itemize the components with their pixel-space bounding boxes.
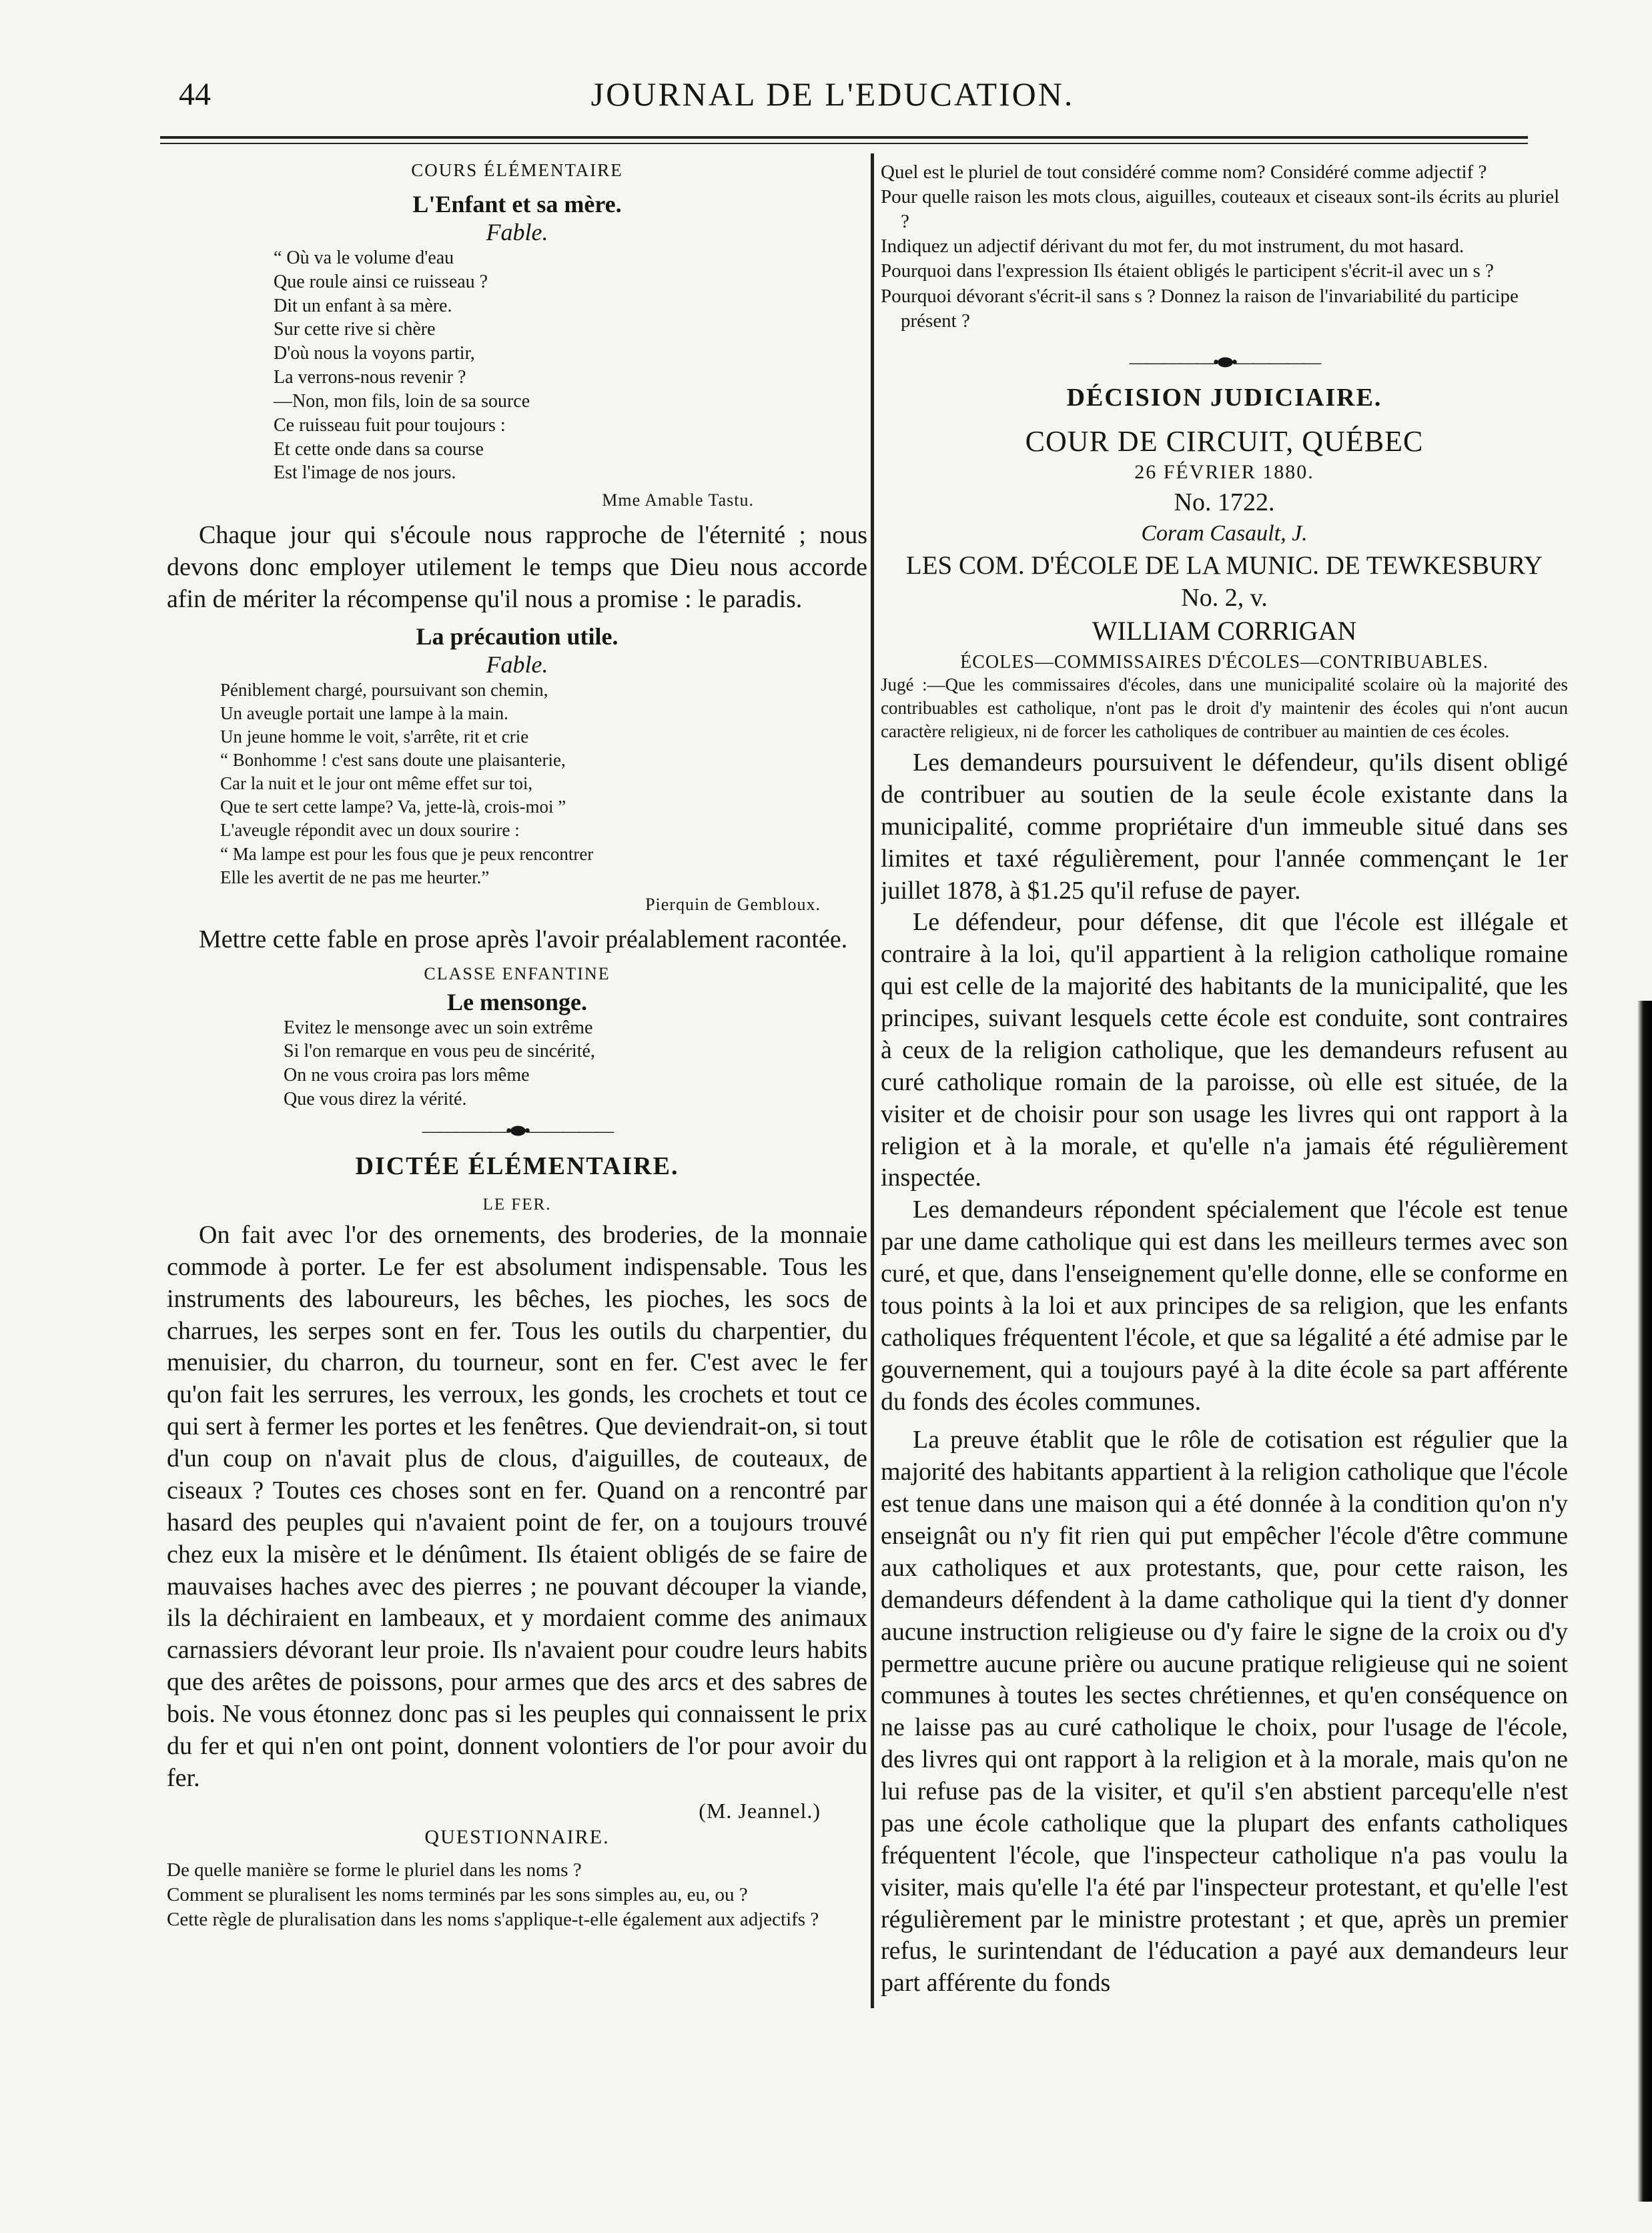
fer-title: LE FER. xyxy=(482,1195,552,1214)
fable1-author: Mme Amable Tastu. xyxy=(602,490,754,510)
journal-title: JOURNAL DE L'EDUCATION. xyxy=(590,75,1075,113)
fable2-subtitle: Fable. xyxy=(486,650,548,678)
fer-text: On fait avec l'or des ornements, des broderies, de la monnaie commode à porter. Le fer est absolument indispensable. Tous les instruments des laboureurs, les bêches, les pioches, les socs de charrues, les serpes sont en fer. Tous les outils du charpentier, du menuisier, du charron, du tourneur, sont en fer. C'est avec le fer qu'on fait les serrures, les verroux, les gonds, les crochets et tout ce qui sert à fermer les portes et les fenêtres. Que deviendrait-on, si tout d'un coup on n'avait plus de clous, d'aiguilles, de couteaux, de ciseaux ? Toutes ces choses sont en fer. Quand on a rencontré par hasard des peuples qui n'avaient point de fer, on a toujours trouvé chez eux la misère et le dénûment. Ils étaient obligés de se faire de mauvaises haches avec des pierres ; ne pouvant découper la viande, ils la déchiraient en lambeaux, et y mordaient comme des animaux carnassiers dévorant leur proie. Ils n'avaient pour coudre leurs habits que des arêtes de poissons, pour armes que des arcs et des sabres de bois. Ne vous étonnez donc pas si les peuples qui connaissent le prix du fer et qui n'en ont point, donnent volontiers de l'or pour avoir du fer. xyxy=(167,1220,867,1792)
fable2-poem: Péniblement chargé, poursuivant son chemin, Un aveugle portait une lampe à la main. Un jeune homme le voit, s'arrête, rit et crie “ Bonhomme ! c'est sans doute une plaisanterie, Car la nuit et le jour ont même effet sur toi, Que te sert cette lampe? Va, jette-là, crois-moi ” L'aveugle répondit avec un doux sourire : “ Ma lampe est pour les fous que je peux rencontrer Elle les avertit de ne pas me heurter.” xyxy=(220,679,594,887)
decision-date: 26 FÉVRIER 1880. xyxy=(1134,460,1314,483)
question-item: Comment se pluralisent les noms terminés par les sons simples au, eu, ou ? xyxy=(167,1883,748,1905)
page-number: 44 xyxy=(179,77,211,112)
fable1-subtitle: Fable. xyxy=(486,219,548,246)
question-item: Pourquoi dans l'expression Ils étaient obligés le participent s'écrit-il avec un s ? xyxy=(881,260,1494,282)
fable1-title: L'Enfant et sa mère. xyxy=(412,191,622,217)
question-item: Cette règle de pluralisation dans les noms s'applique-t-elle également aux adjectifs ? xyxy=(167,1908,819,1930)
fable2-title: La précaution utile. xyxy=(416,622,618,650)
parties-number: No. 2, v. xyxy=(1181,583,1268,612)
decision-paragraph: Les demandeurs répondent spécialement que l'école est tenue par une dame catholique qui est dans les meilleurs termes avec son curé, et que, dans l'enseignement qu'elle donne, elle se conforme en tous points à la loi et aux principes de sa religion, que les enfants catholiques fréquentent l'école, et que sa légalité a été admise par le gouvernement, qui a toujours payé à la dite école sa part afférente du fonds des écoles communes. xyxy=(881,1196,1568,1416)
fer-author: (M. Jeannel.) xyxy=(699,1798,821,1823)
coram: Coram Casault, J. xyxy=(1141,520,1308,546)
section-classe-enfantine: CLASSE ENFANTINE xyxy=(424,963,610,983)
ornament-divider: —————•⬬•————— xyxy=(422,1120,612,1142)
question-item: Indiquez un adjectif dérivant du mot fer, du mot instrument, du mot hasard. xyxy=(881,236,1465,258)
case-subject: ÉCOLES—COMMISSAIRES D'ÉCOLES—CONTRIBUABLES. xyxy=(960,651,1489,673)
left-column xyxy=(167,160,867,1932)
fable2-author: Pierquin de Gembloux. xyxy=(645,894,821,914)
section-cours: COURS ÉLÉMENTAIRE xyxy=(411,160,623,180)
ornament-divider: —————•⬬•————— xyxy=(1129,352,1320,373)
question-item: Pour quelle raison les mots clous, aiguilles, couteaux et ciseaux sont-ils écrits au pluriel ? xyxy=(881,186,1560,233)
paragraph-eternite: Chaque jour qui s'écoule nous rapproche de l'éternité ; nous devons donc employer utilement le temps que Dieu nous accorde afin de mériter la récompense qu'il nous a promise : le paradis. xyxy=(167,521,867,614)
mensonge-poem: Evitez le mensonge avec un soin extrême Si l'on remarque en vous peu de sincérité, On ne vous croira pas lors même Que vous direz la vérité. xyxy=(284,1017,595,1110)
column-divider xyxy=(871,153,874,2008)
court-name: COUR DE CIRCUIT, QUÉBEC xyxy=(1025,424,1424,458)
decision-paragraph: La preuve établit que le rôle de cotisation est régulier que la majorité des habitants appartient à la religion catholique que l'école est tenue dans une maison qui a été donnée à la condition qu'on n'y enseignât ou n'y fit rien qui put empêcher l'école d'être commune aux catholiques et aux protestants, que, pour cette raison, les demandeurs défendent à la dame catholique qui la tient d'y donner aucune instruction religieuse ou d'y faire le signe de la croix ou d'y permettre aucune prière ou aucune pratique religieuse qui ne soient communes à toutes les sectes chrétiennes, et qu'en conséquence on ne laisse pas au curé catholique le choix, pour l'usage de l'école, des livres qui ont rapport à la religion et à la morale, mais qu'on ne lui refuse pas de la visiter, et qu'il s'en abstient parcequ'elle n'est pas une école catholique que la plupart des enfants catholiques fréquentent l'école, que l'inspecteur catholique n'a pas voulu la visiter, mais qu'elle l'a été par l'inspecteur protestant, et qu'elle l'est régulièrement par le ministre protestant ; et que, après un premier refus, le surintendant de l'éducation a payé aux demandeurs leur part afférente du fonds xyxy=(881,1426,1568,1997)
question-item: Quel est le pluriel de tout considéré comme nom? Considéré comme adjectif ? xyxy=(881,161,1487,183)
right-column xyxy=(881,160,1568,1999)
paragraph-prose: Mettre cette fable en prose après l'avoir préalablement racontée. xyxy=(199,925,848,953)
page-header xyxy=(167,72,1499,119)
decision-title: DÉCISION JUDICIAIRE. xyxy=(1066,383,1382,412)
case-number: No. 1722. xyxy=(1174,488,1275,516)
fable1-poem: “ Où va le volume d'eau Que roule ainsi ce ruisseau ? Dit un enfant à sa mère. Sur cette rive si chère D'où nous la voyons partir, La verrons-nous revenir ? —Non, mon fils, loin de sa source Ce ruisseau fuit pour toujours : Et cette onde dans sa course Est l'image de nos jours. xyxy=(274,248,530,484)
header-rule-bottom xyxy=(160,143,1528,144)
scan-edge-shadow xyxy=(1637,1001,1652,2202)
case-summary: Jugé :—Que les commissaires d'écoles, dans une municipalité scolaire où la majorité des contribuables est catholique, n'ont pas le droit d'y maintenir des écoles qui n'ont aucun caractère religieux, ni de forcer les catholiques de contribuer au maintien de ces écoles. xyxy=(881,674,1568,741)
parties-plaintiff: LES COM. D'ÉCOLE DE LA MUNIC. DE TEWKESBURY xyxy=(905,550,1543,580)
question-item: De quelle manière se forme le pluriel dans les noms ? xyxy=(167,1859,582,1881)
decision-paragraph: Le défendeur, pour défense, dit que l'école est illégale et contraire à la loi, qu'il appartient à la religion catholique romaine qui est celle de la majorité des habitants de la municipalité, que les principes, suivant lesquels cette école est conduite, sont contraires à ceux de la religion catholique, que les demandeurs refusent au curé catholique romain de la paroisse, où elle est située, de la visiter et de choisir pour son usage les livres qui ont rapport à la religion et à la morale, et qu'elle n'a jamais été régulièrement inspectée. xyxy=(881,908,1568,1192)
header-rule-top xyxy=(160,136,1528,139)
decision-paragraph: Les demandeurs poursuivent le défendeur, qu'ils disent obligé de contribuer au soutien de la seule école existante dans la municipalité, comme propriétaire d'un immeuble situé dans ses limites et taxé régulièrement, pour l'année commençant le 1er juillet 1878, à $1.25 qu'il refuse de payer. xyxy=(881,749,1568,905)
parties-defendant: WILLIAM CORRIGAN xyxy=(1092,615,1357,646)
dictee-title: DICTÉE ÉLÉMENTAIRE. xyxy=(355,1152,679,1180)
mensonge-title: Le mensonge. xyxy=(447,988,587,1015)
question-item: Pourquoi dévorant s'écrit-il sans s ? Donnez la raison de l'invariabilité du participe présent ? xyxy=(881,285,1519,332)
questionnaire-title: QUESTIONNAIRE. xyxy=(424,1825,610,1848)
